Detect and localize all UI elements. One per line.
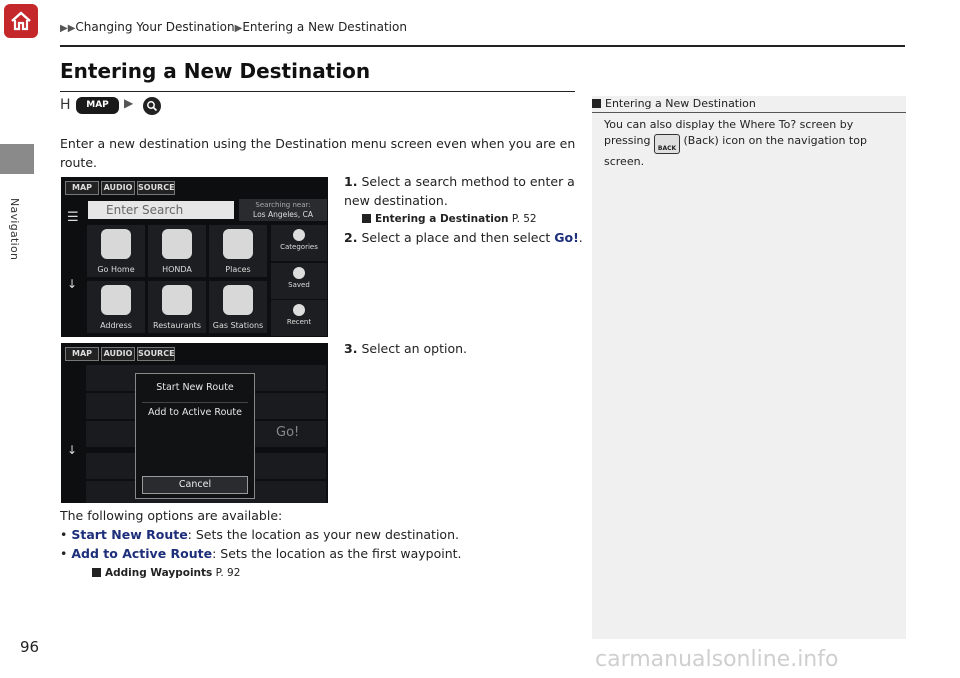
categories-icon — [293, 229, 305, 241]
cancel-button: Cancel — [142, 476, 248, 494]
note-title: Entering a New Destination — [592, 97, 756, 110]
tile-honda: HONDA — [148, 225, 206, 277]
tile-saved: Saved — [271, 263, 327, 299]
arrow-right-icon: ▶ — [124, 96, 134, 110]
tile-places: Places — [209, 225, 267, 277]
xref-icon — [362, 214, 371, 223]
tab-audio: AUDIO — [101, 181, 135, 195]
tile-gas-stations: Gas Stations — [209, 281, 267, 333]
option-add-to-active-route: • Add to Active Route: Sets the location as the first waypoint. — [60, 546, 462, 561]
page-title: Entering a New Destination — [60, 59, 371, 83]
tab-map: MAP — [65, 181, 99, 195]
note-divider — [592, 112, 906, 113]
start-new-route-option: Start New Route — [156, 382, 234, 393]
back-icon: BACK — [654, 134, 680, 154]
note-panel — [592, 96, 906, 639]
title-divider — [60, 91, 575, 92]
tile-categories: Categories — [271, 225, 327, 261]
tab-source: SOURCE — [137, 181, 175, 195]
intro-paragraph: Enter a new destination using the Destination menu screen even when you are en route. — [60, 136, 576, 170]
watermark: carmanualsonline.info — [595, 647, 839, 672]
home-icon — [10, 10, 32, 32]
xref-entering-destination[interactable]: Entering a Destination P. 52 — [362, 210, 537, 229]
note-icon — [592, 99, 601, 108]
option-start-new-route: • Start New Route: Sets the location as your new destination. — [60, 527, 459, 542]
menu-icon: ☰ — [67, 210, 79, 225]
xref-adding-waypoints[interactable]: Adding Waypoints P. 92 — [92, 564, 240, 583]
searching-near-box — [239, 199, 327, 221]
step-1: 1. Select a search method to enter a new destination. — [344, 174, 575, 208]
location-label: Los Angeles, CA — [253, 210, 313, 219]
tile-recent: Recent — [271, 300, 327, 336]
route-options-dialog — [135, 373, 255, 499]
add-to-active-route-option: Add to Active Route — [142, 402, 248, 422]
tab-map: MAP — [65, 347, 99, 361]
heart-icon — [293, 267, 305, 279]
tile-go-home: Go Home — [87, 225, 145, 277]
tab-audio: AUDIO — [101, 347, 135, 361]
header-divider — [60, 45, 905, 47]
honda-logo-icon — [162, 229, 192, 259]
page-number: 96 — [20, 638, 40, 656]
home-key-label: H — [60, 97, 71, 113]
breadcrumb-link-changing-destination[interactable]: Changing Your Destination — [75, 20, 235, 34]
home-button[interactable] — [4, 4, 38, 38]
tile-address: Address — [87, 281, 145, 333]
breadcrumb — [60, 20, 407, 34]
go-button: Go! — [276, 425, 300, 440]
breadcrumb-arrow-icon: ▶ — [234, 23, 243, 34]
tab-source: SOURCE — [137, 347, 175, 361]
search-icon — [143, 97, 161, 115]
house-icon — [101, 229, 131, 259]
route-options-screenshot — [61, 343, 328, 503]
step-3: 3. Select an option. — [344, 341, 468, 356]
fork-knife-icon — [162, 285, 192, 315]
note-body: You can also display the Where To? screen by pressing BACK (Back) icon on the navigation top screen. — [604, 118, 867, 168]
section-label: Navigation — [8, 198, 21, 261]
destination-menu-screenshot — [61, 177, 328, 337]
clock-icon — [293, 304, 305, 316]
arrow-down-icon: ↓ — [67, 443, 78, 457]
arrow-down-icon: ↓ — [67, 277, 78, 291]
breadcrumb-arrow-icon: ▶▶ — [60, 23, 76, 34]
map-button-icon: MAP — [76, 97, 119, 114]
step-2: 2. Select a place and then select Go!. — [344, 230, 583, 245]
pin-icon — [223, 229, 253, 259]
breadcrumb-current: Entering a New Destination — [242, 20, 407, 34]
gas-pump-icon — [223, 285, 253, 315]
section-tab[interactable] — [0, 144, 34, 174]
xref-icon — [92, 568, 101, 577]
options-heading: The following options are available: — [60, 508, 283, 523]
enter-search-field: Enter Search — [88, 201, 234, 219]
address-icon — [101, 285, 131, 315]
tile-restaurants: Restaurants — [148, 281, 206, 333]
searching-near-label: Searching near: — [255, 201, 311, 209]
